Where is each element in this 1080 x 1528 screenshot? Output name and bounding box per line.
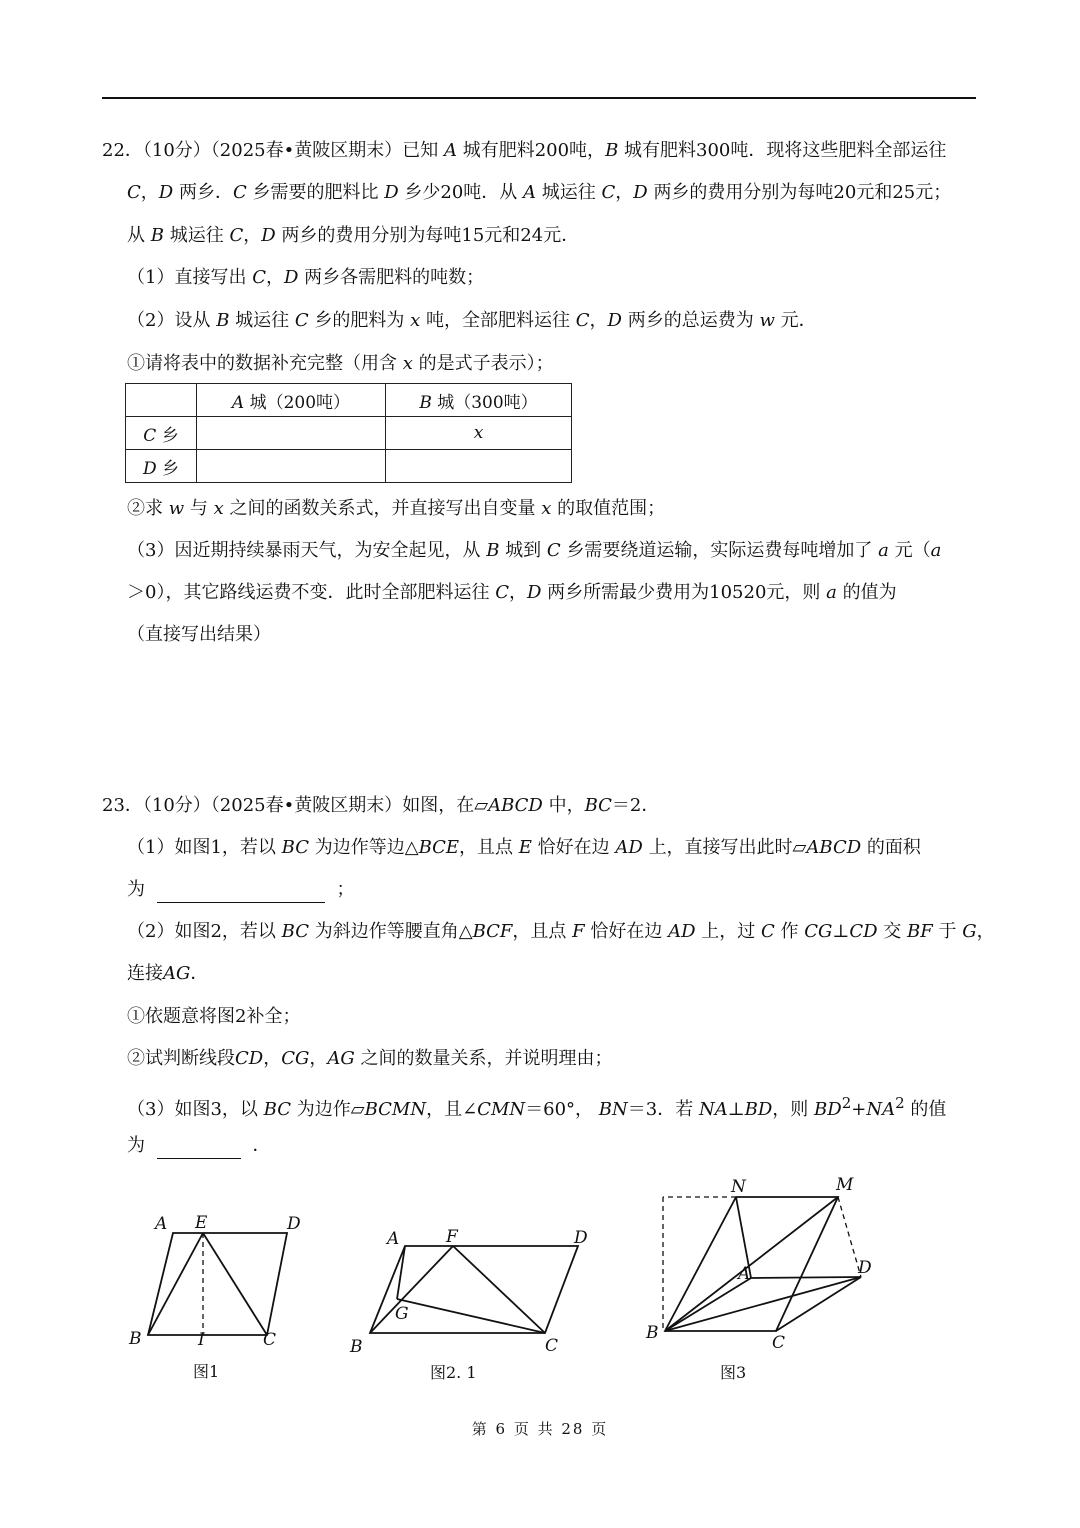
- table-cell: [386, 450, 572, 483]
- q22-sub-1: ①请将表中的数据补充完整（用含 x 的是式子表示）；: [127, 353, 554, 374]
- figure-1: [125, 1205, 315, 1390]
- q22-part-3-note: （直接写出结果）: [127, 624, 271, 645]
- fig3-label-c: C: [772, 1333, 786, 1353]
- fig1-label-c: C: [263, 1330, 277, 1350]
- fig3-label-m: M: [836, 1175, 854, 1195]
- fig2-label-b: B: [350, 1337, 363, 1357]
- table-row: [126, 450, 572, 483]
- fig3-label-n: N: [731, 1177, 746, 1197]
- q23-sub-1: ①依题意将图2补全；: [127, 1006, 301, 1027]
- fig2-caption: 图2. 1: [430, 1363, 477, 1382]
- table-cell: [197, 450, 386, 483]
- q22-part-1: （1）直接写出 C，D 两乡各需肥料的吨数；: [127, 267, 485, 288]
- fig3-diagonal-bm: [665, 1197, 838, 1331]
- q22-sub-2: ②求 w 与 x 之间的函数关系式，并直接写出自变量 x 的取值范围；: [127, 498, 666, 519]
- fig1-label-a: A: [155, 1214, 168, 1234]
- fig2-label-a: A: [387, 1229, 400, 1249]
- q23-part-3: （3）如图3，以 BC 为边作▱BCMN，且∠CMN＝60°， BN＝3．若 NA⊥BD，则 $BD^2+NA^2$ 的值: [127, 1094, 947, 1120]
- fig2-label-g: G: [395, 1304, 409, 1324]
- fig2-label-d: D: [574, 1228, 588, 1248]
- fig2-edge-bf: [370, 1246, 453, 1333]
- fig3-label-a: A: [738, 1264, 751, 1284]
- fig3-diagonal-bd: [665, 1277, 861, 1331]
- table-header-a: A 城（200吨）: [197, 384, 386, 417]
- fig1-label-i: I: [198, 1330, 205, 1350]
- fig3-caption: 图3: [720, 1363, 747, 1382]
- table-header-b: B 城（300吨）: [386, 384, 572, 417]
- table-row-label-c: C 乡: [126, 417, 197, 450]
- q23-part-1-answer: 为 ；: [127, 877, 354, 903]
- table-cell: [197, 417, 386, 450]
- fig2-edge-fc: [453, 1246, 545, 1333]
- figure-2: [345, 1220, 605, 1390]
- fig1-label-b: B: [129, 1329, 142, 1349]
- fig1-label-d: D: [287, 1214, 301, 1234]
- table-row: [126, 384, 572, 417]
- fig1-label-e: E: [195, 1213, 208, 1233]
- table-row: [126, 417, 572, 450]
- q23-part-3-answer: 为 ．: [127, 1133, 270, 1159]
- q23-sub-2: ②试判断线段CD，CG，AG 之间的数量关系，并说明理由；: [127, 1048, 613, 1069]
- q22-line-2: C，D 两乡．C 乡需要的肥料比 D 乡少20吨．从 A 城运往 C，D 两乡的费用分别为每吨20元和25元；: [127, 182, 952, 203]
- transport-table: [125, 383, 572, 483]
- answer-blank-2[interactable]: [157, 1138, 241, 1159]
- fig2-label-c: C: [545, 1336, 559, 1356]
- answer-blank-1[interactable]: [157, 882, 325, 903]
- q22-line-3: 从 B 城运往 C，D 两乡的费用分别为每吨15元和24元．: [127, 225, 580, 246]
- q22-part-3-cont: ＞0），其它路线运费不变．此时全部肥料运往 C，D 两乡所需最少费用为10520元，则 a 的值为: [127, 582, 897, 603]
- q23-line-1: 23．（10分）（2025春•黄陂区期末）如图，在▱ABCD 中，BC＝2．: [102, 795, 660, 816]
- table-row-label-d: D 乡: [126, 450, 197, 483]
- figure-3: [640, 1170, 880, 1390]
- fig1-edge-ec: [203, 1233, 267, 1335]
- q22-part-3: （3）因近期持续暴雨天气，为安全起见，从 B 城到 C 乡需要绕道运输，实际运费每吨增加了 a 元（a: [127, 540, 942, 561]
- fig1-caption: 图1: [193, 1362, 220, 1381]
- fig3-label-b: B: [646, 1323, 659, 1343]
- q23-part-2-cont: 连接AG．: [127, 963, 209, 984]
- fig3-label-d: D: [858, 1258, 872, 1278]
- table-cell-x: x: [386, 417, 572, 450]
- fig2-label-f: F: [446, 1227, 458, 1247]
- fig1-edge-eb: [148, 1233, 203, 1335]
- fig2-edge-gc: [397, 1299, 545, 1333]
- fig1-parallelogram: [148, 1233, 287, 1335]
- q23-part-1: （1）如图1，若以 BC 为边作等边△BCE，且点 E 恰好在边 AD 上，直接写出此时▱ABCD 的面积: [127, 837, 921, 858]
- table-cell: [126, 384, 197, 417]
- header-rule: [102, 97, 976, 99]
- page-footer: 第 6 页 共 28 页: [471, 1420, 609, 1438]
- q22-part-2: （2）设从 B 城运往 C 乡的肥料为 x 吨，全部肥料运往 C，D 两乡的总运费为 w 元．: [127, 310, 817, 331]
- q23-part-2: （2）如图2，若以 BC 为斜边作等腰直角△BCF，且点 F 恰好在边 AD 上，过 C 作 CG⊥CD 交 BF 于 G，: [127, 921, 995, 942]
- q22-line-1: 22．（10分）（2025春•黄陂区期末）已知 A 城有肥料200吨，B 城有肥料300吨．现将这些肥料全部运往: [102, 140, 947, 161]
